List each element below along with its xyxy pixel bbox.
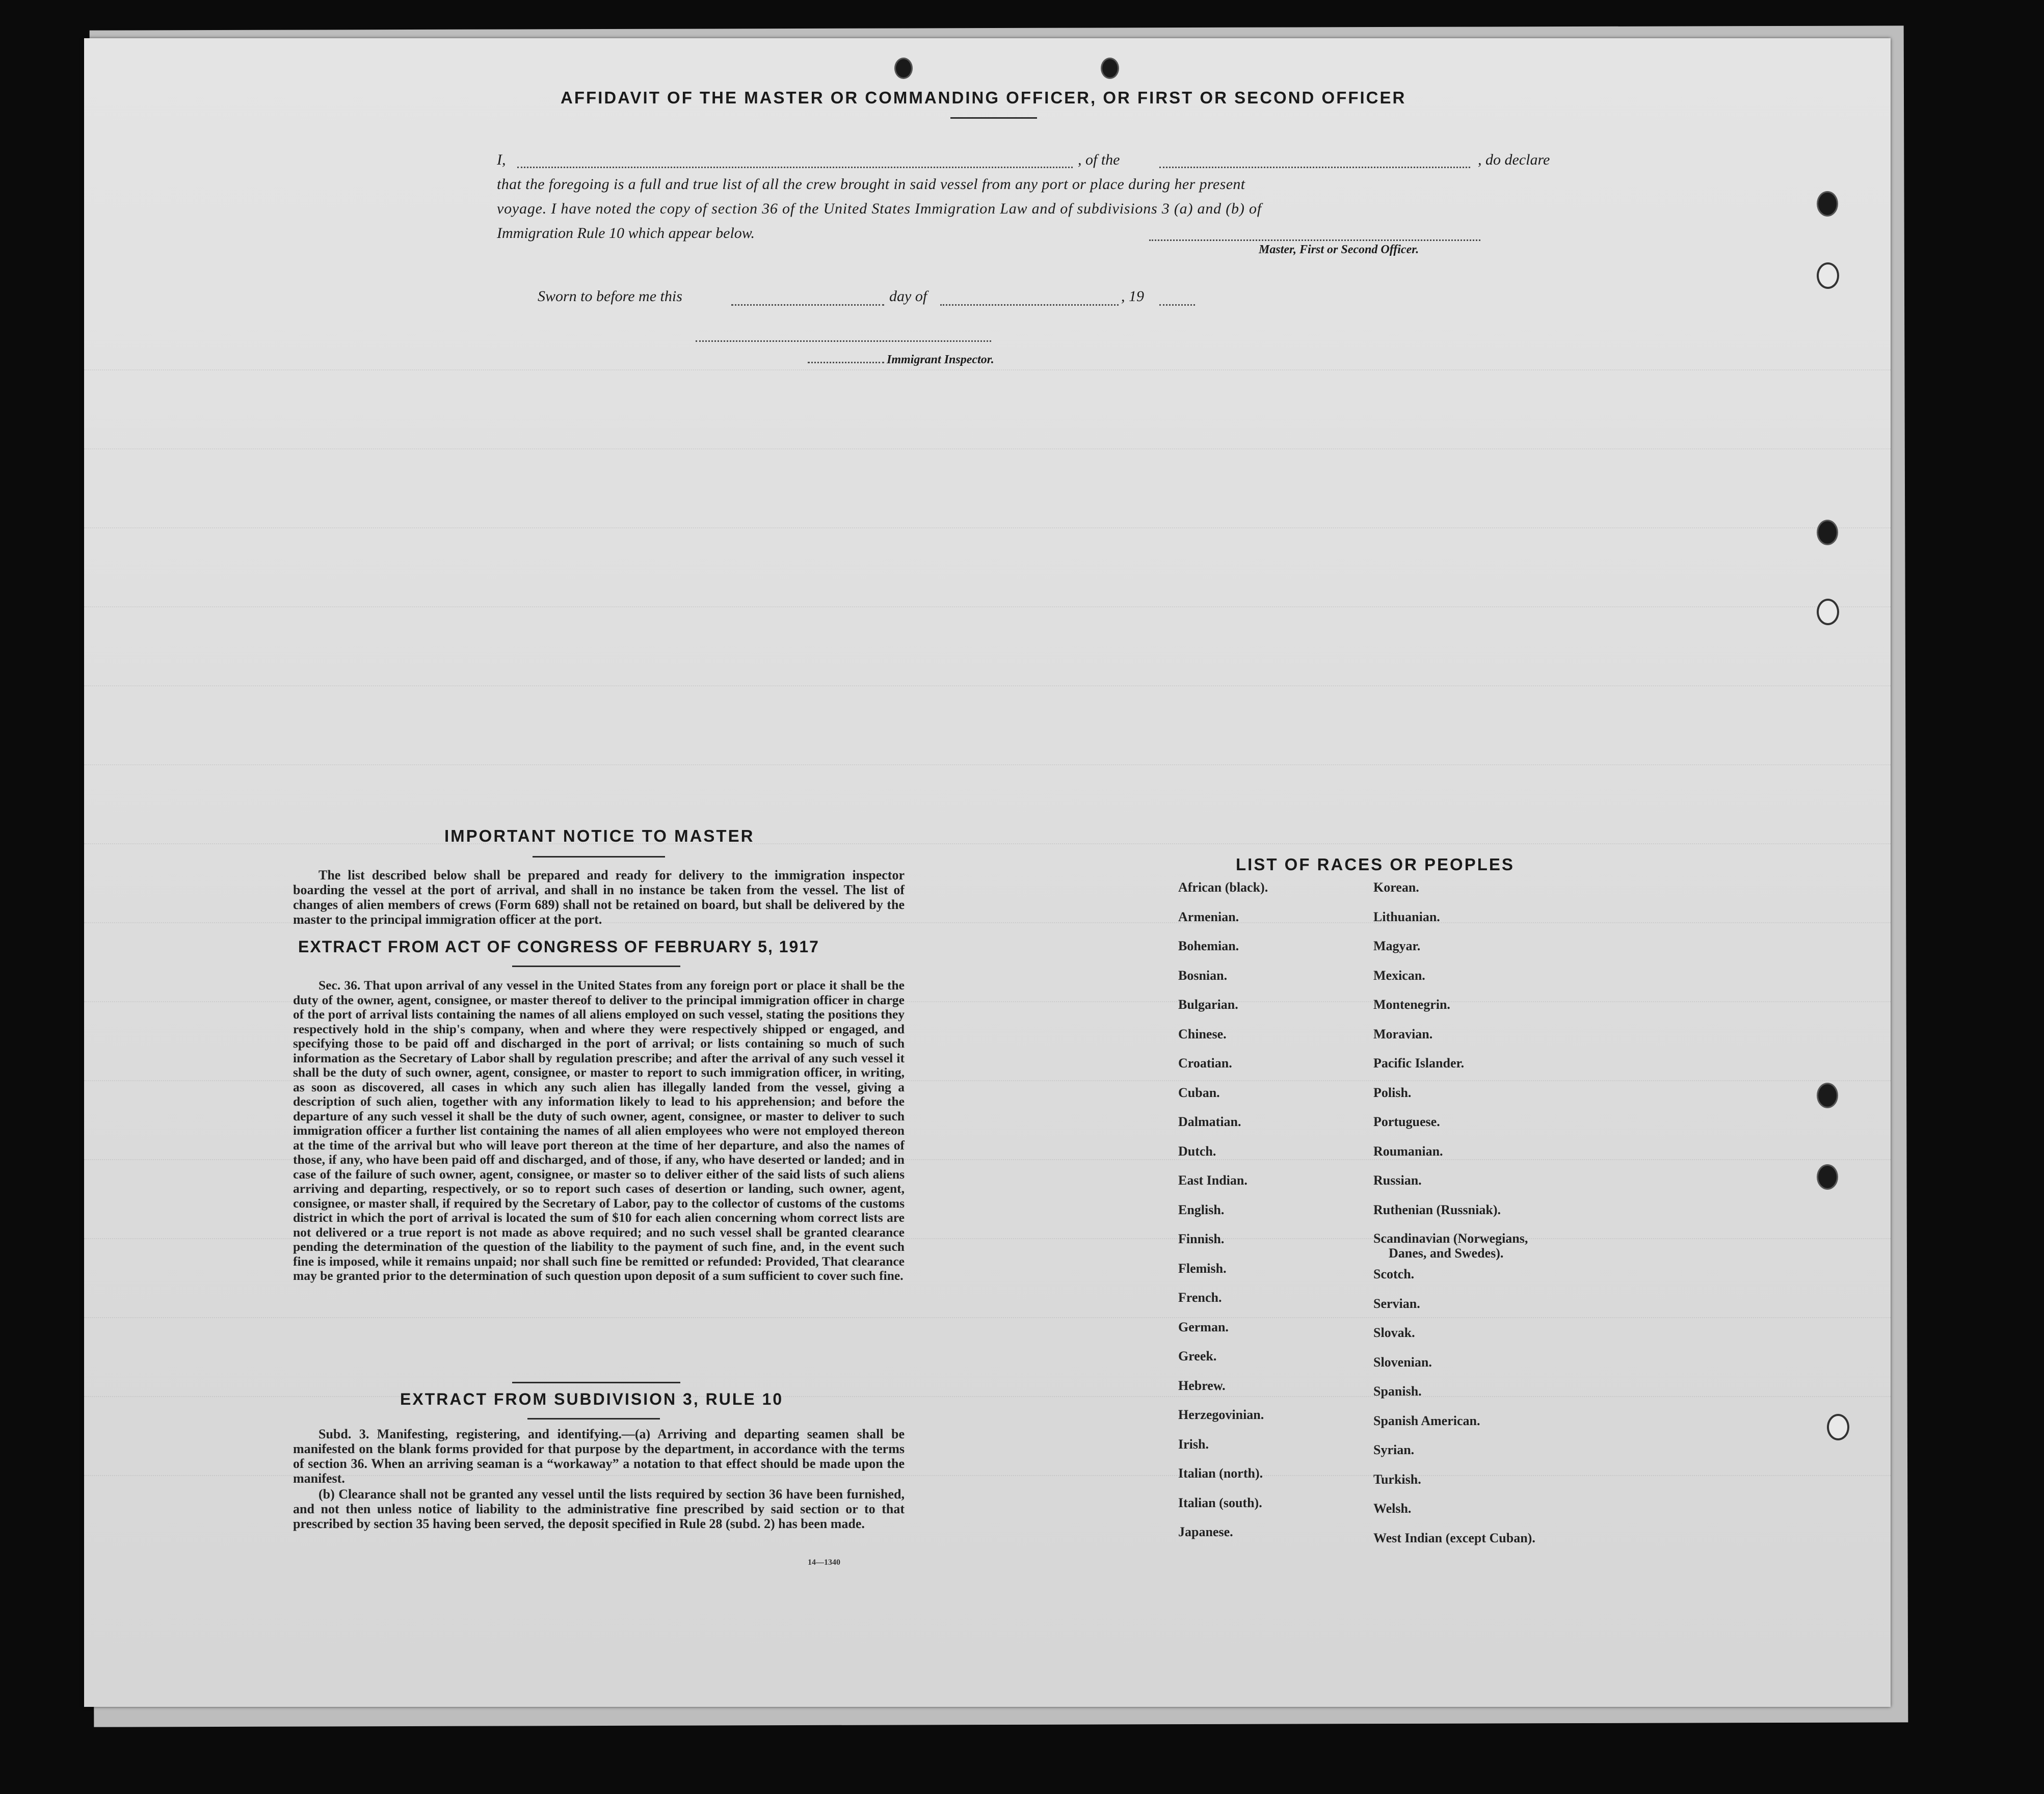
race-item: Montenegrin.: [1373, 997, 1450, 1012]
race-item: Welsh.: [1373, 1501, 1412, 1516]
divider: [950, 117, 1037, 119]
sworn-day-of: day of: [889, 288, 927, 305]
divider: [533, 856, 665, 858]
race-item: Ruthenian (Russniak).: [1373, 1202, 1501, 1217]
race-item: French.: [1178, 1290, 1222, 1305]
blank-day-field[interactable]: [731, 304, 884, 306]
race-item: Danes, and Swedes).: [1389, 1246, 1504, 1261]
race-item: Cuban.: [1178, 1085, 1220, 1100]
race-item: Dalmatian.: [1178, 1114, 1241, 1129]
punch-hole-icon: [1817, 1083, 1838, 1108]
punch-hole-icon: [1817, 191, 1838, 217]
race-item: Italian (south).: [1178, 1495, 1262, 1510]
rule-para-a: Subd. 3. Manifesting, registering, and identifying.—(a) Arriving and departing seamen shall be manifested on the blank forms provided for that purpose by the department, in accordance with the terms of section 36. When an arriving seaman is a “workaway” a notation to that effect should be made upon the manifest.: [293, 1427, 905, 1486]
blank-name-field[interactable]: [517, 167, 1073, 168]
document-page: [84, 38, 1891, 1707]
form-number: 14—1340: [808, 1558, 840, 1567]
race-item: Flemish.: [1178, 1261, 1227, 1276]
race-item: Spanish American.: [1373, 1413, 1480, 1428]
race-item: Slovenian.: [1373, 1354, 1432, 1370]
race-item: Hebrew.: [1178, 1378, 1226, 1393]
race-item: Dutch.: [1178, 1143, 1216, 1159]
race-item: Scandinavian (Norwegians,: [1373, 1231, 1528, 1246]
affidavit-title: AFFIDAVIT OF THE MASTER OR COMMANDING OFFICER, OR FIRST OR SECOND OFFICER: [561, 88, 1406, 107]
race-item: Mexican.: [1373, 968, 1425, 983]
race-item: Chinese.: [1178, 1026, 1227, 1041]
race-item: Bulgarian.: [1178, 997, 1238, 1012]
race-item: East Indian.: [1178, 1173, 1247, 1188]
race-item: Spanish.: [1373, 1384, 1422, 1399]
punch-hole-icon: [1817, 599, 1839, 625]
punch-hole-icon: [1101, 58, 1119, 79]
race-item: German.: [1178, 1319, 1229, 1334]
affidavit-line-i: I,: [497, 151, 506, 168]
race-item: Croatian.: [1178, 1056, 1232, 1070]
inspector-caption: Immigrant Inspector.: [887, 353, 994, 366]
race-item: Roumanian.: [1373, 1143, 1443, 1159]
race-item: West Indian (except Cuban).: [1373, 1530, 1535, 1545]
race-item: Lithuanian.: [1373, 909, 1440, 924]
act-extract-text: Sec. 36. That upon arrival of any vessel in the United States from any foreign port or place it shall be the duty of the owner, agent, consignee, or master thereof to deliver to the principal immigration officer in charge of the port of arrival lists containing the names of all aliens employed on such vessel, stating the positions they respectively hold in the ship's company, when and where they were respectively shipped or engaged, and specifying those to be paid off and discharged in the port of arrival; or lists containing so much of such information as the Secretary of Labor shall by regulation prescribe; and after the arrival of any such vessel it shall be the duty of such owner, agent, consignee, or master to report to such immigration officer, in writing, as soon as discovered, all cases in which any such alien has illegally landed from the vessel, giving a description of such alien, together with any information likely to lead to his apprehension; and before the departure of any such vessel it shall be the duty of such owner, agent, consignee, or master to deliver to such immigration officer a further list containing the names of all alien employees who were not employed thereon at the time of the arrival but who will leave port thereon at the time of her departure, and also the names of those, if any, who have been paid off and discharged, and of those, if any, who have deserted or landed; and in case of the failure of such owner, agent, consignee, or master so to deliver either of the said lists of such aliens arriving and departing, respectively, or so to report such cases of desertion or landing, such owner, agent, consignee, or master shall, if required by the Secretary of Labor, pay to the collector of customs of the customs district in which the port of arrival is located the sum of $10 for each alien concerning whom correct lists are not delivered or a true report is not made as above required; and no such vessel shall be granted clearance pending the determination of the question of the liability to the payment of such fine, and, in the event such fine is imposed, while it remains unpaid; nor shall such fine be remitted or refunded: Provided, That clearance may be granted prior to the determination of such question upon deposit of a sum sufficient to cover such fine.: [293, 978, 905, 1283]
race-item: Russian.: [1373, 1173, 1422, 1188]
affidavit-line-declare: , do declare: [1478, 151, 1550, 168]
race-item: Turkish.: [1373, 1471, 1421, 1487]
affidavit-line-of-the: , of the: [1078, 151, 1120, 168]
race-item: Pacific Islander.: [1373, 1056, 1465, 1070]
race-item: Irish.: [1178, 1436, 1209, 1452]
inspector-signature-line[interactable]: [696, 340, 991, 342]
divider: [512, 966, 680, 967]
signature-caption: Master, First or Second Officer.: [1259, 243, 1419, 256]
rule-para-b: (b) Clearance shall not be granted any vessel until the lists required by section 36 have been furnished, and not then unless notice of liability to the administrative fine prescribed by said section or to that prescribed by section 35 having been served, the deposit specified in Rule 28 (subd. 2) has been made.: [293, 1487, 905, 1531]
race-item: Italian (north).: [1178, 1466, 1263, 1481]
race-item: Japanese.: [1178, 1524, 1233, 1539]
signature-line[interactable]: [1149, 239, 1480, 241]
notice-title: IMPORTANT NOTICE TO MASTER: [444, 826, 755, 845]
punch-hole-icon: [1817, 520, 1838, 545]
races-list-right: [1373, 873, 1535, 1552]
notice-text: The list described below shall be prepared and ready for delivery to the immigration inspector boarding the vessel at the port of arrival, and shall in no instance be taken from the vessel. The list of changes of alien members of crews (Form 689) shall not be retained on board, but shall be delivered by the master to the principal immigration officer at the port.: [293, 868, 905, 927]
race-item: Armenian.: [1178, 909, 1239, 924]
affidavit-line-2: that the foregoing is a full and true list of all the crew brought in said vessel from any port or place during her present: [497, 176, 1245, 193]
blank-vessel-field[interactable]: [1159, 167, 1470, 168]
race-item: Bohemian.: [1178, 939, 1239, 953]
race-item: Syrian.: [1373, 1442, 1415, 1457]
act-extract-title: EXTRACT FROM ACT OF CONGRESS OF FEBRUARY 5, 1917: [298, 938, 819, 956]
punch-hole-icon: [894, 58, 913, 79]
race-item: Greek.: [1178, 1349, 1217, 1363]
race-item: African (black).: [1178, 880, 1268, 895]
race-item: Bosnian.: [1178, 968, 1228, 983]
race-item: Slovak.: [1373, 1325, 1415, 1340]
sworn-text: Sworn to before me this: [538, 288, 682, 305]
race-item: Magyar.: [1373, 939, 1421, 953]
affidavit-line-3: voyage. I have noted the copy of section 36 of the United States Immigration Law and of subdivisions 3 (a) and (b) of: [497, 200, 1262, 217]
sworn-year: , 19: [1121, 288, 1144, 305]
punch-hole-icon: [1817, 262, 1839, 289]
punch-hole-icon: [1827, 1414, 1849, 1440]
rule-extract-title: EXTRACT FROM SUBDIVISION 3, RULE 10: [400, 1390, 784, 1408]
affidavit-line-4: Immigration Rule 10 which appear below.: [497, 225, 755, 242]
races-list-left: [1178, 873, 1268, 1547]
race-item: Polish.: [1373, 1085, 1412, 1100]
race-item: Korean.: [1373, 880, 1419, 895]
divider: [527, 1418, 660, 1420]
race-item: English.: [1178, 1202, 1225, 1217]
race-item: Moravian.: [1373, 1026, 1433, 1041]
blank-month-field[interactable]: [940, 304, 1119, 306]
blank-year-field[interactable]: [1159, 304, 1195, 306]
divider: [512, 1382, 680, 1383]
races-title: LIST OF RACES OR PEOPLES: [1236, 855, 1515, 874]
race-item: Scotch.: [1373, 1267, 1415, 1281]
inspector-name-line[interactable]: [808, 362, 884, 363]
race-item: Servian.: [1373, 1296, 1420, 1311]
race-item: Portuguese.: [1373, 1114, 1440, 1129]
punch-hole-icon: [1817, 1164, 1838, 1190]
race-item: Finnish.: [1178, 1231, 1225, 1246]
race-item: Herzegovinian.: [1178, 1407, 1264, 1422]
